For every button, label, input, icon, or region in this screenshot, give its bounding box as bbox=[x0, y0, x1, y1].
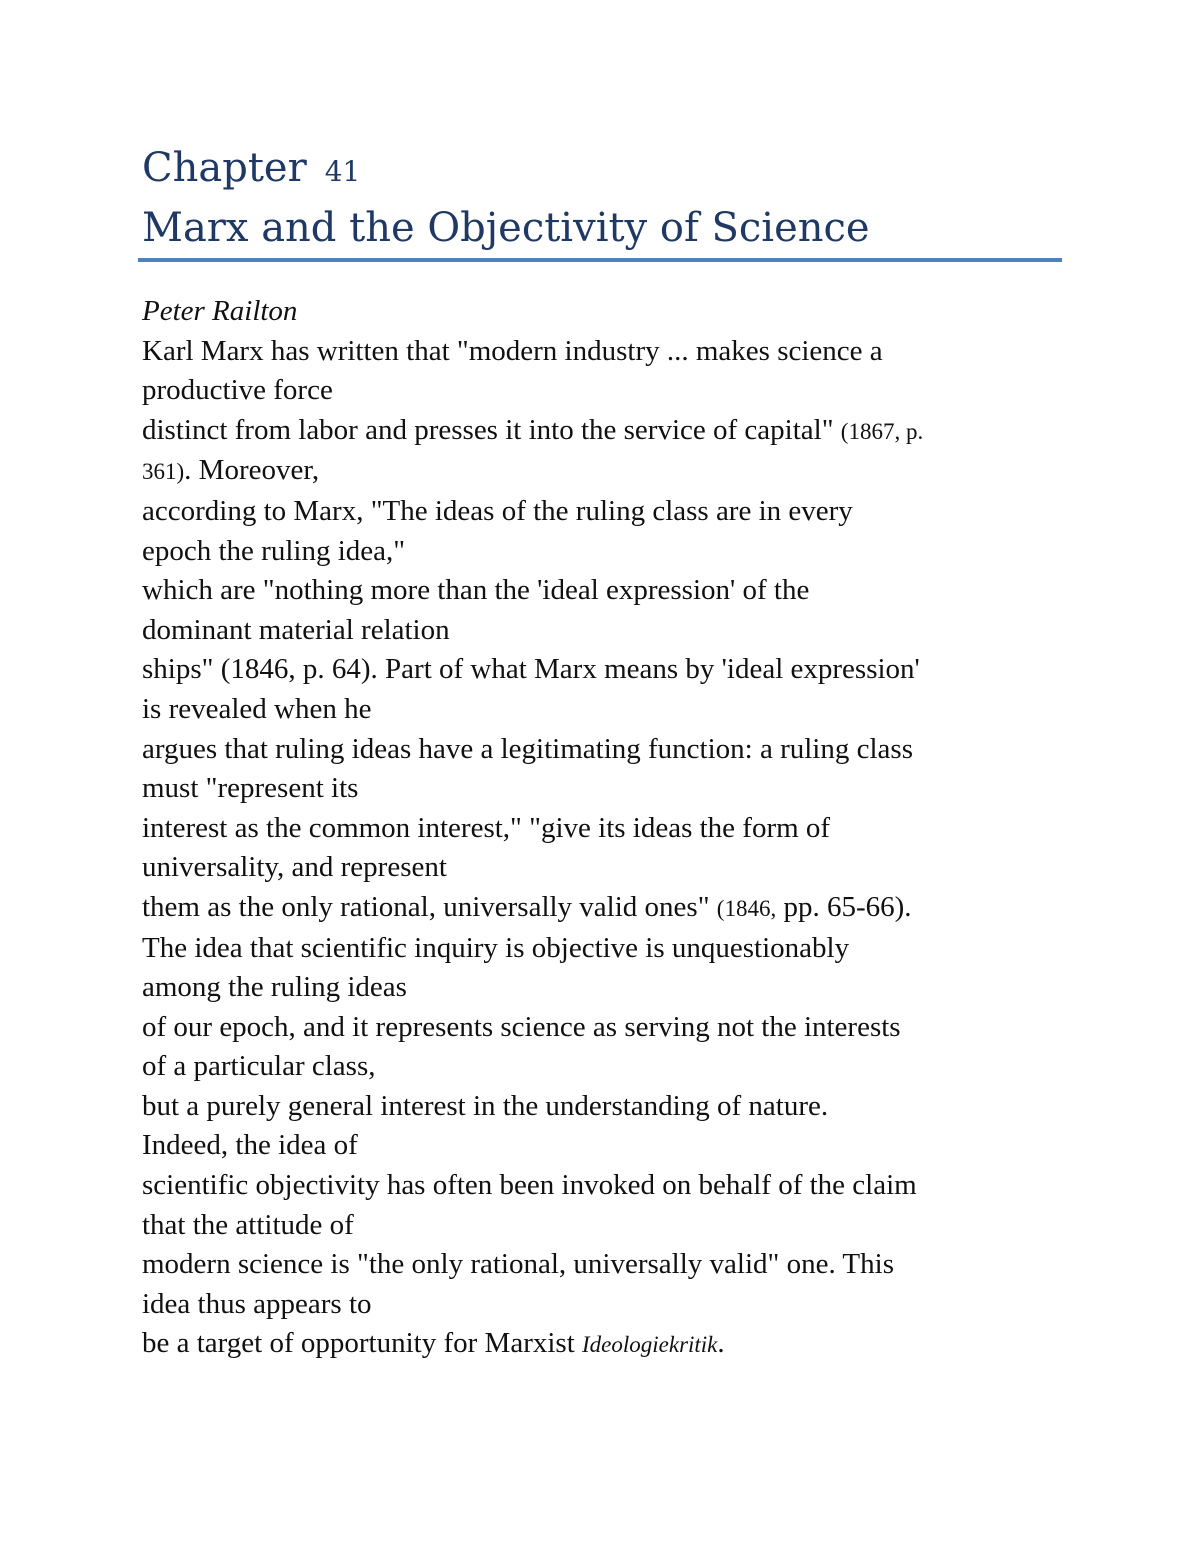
citation: (1867, p. bbox=[840, 418, 924, 444]
chapter-title: Marx and the Objectivity of Science bbox=[142, 205, 870, 251]
body-text: distinct from labor and presses it into the service of capital" bbox=[142, 413, 841, 446]
chapter-heading bbox=[142, 140, 1062, 256]
body-text: . bbox=[717, 1327, 725, 1360]
body-line bbox=[142, 1324, 1072, 1365]
body-line: productive force bbox=[142, 374, 333, 407]
citation: (1846, bbox=[716, 895, 777, 921]
body-line: interest as the common interest," "give its ideas the form of bbox=[142, 811, 831, 844]
body-line: among the ruling ideas bbox=[142, 971, 407, 1004]
body-line: must "represent its bbox=[142, 772, 359, 805]
italic-term: Ideologiekritik bbox=[582, 1332, 718, 1358]
chapter-word: Chapter bbox=[142, 145, 307, 191]
body-line bbox=[142, 888, 1072, 929]
body-line bbox=[142, 451, 1072, 492]
chapter-label bbox=[142, 140, 1062, 200]
body-line: according to Marx, "The ideas of the ruling class are in every bbox=[142, 494, 853, 527]
body-line: of our epoch, and it represents science as serving not the interests bbox=[142, 1010, 901, 1043]
body-line: of a particular class, bbox=[142, 1050, 376, 1083]
title-underline-rule bbox=[138, 258, 1062, 262]
body-line: modern science is "the only rational, universally valid" one. This bbox=[142, 1248, 894, 1281]
body-line: epoch the ruling idea," bbox=[142, 534, 406, 567]
body-text: be a target of opportunity for Marxist bbox=[142, 1327, 582, 1360]
body-line: is revealed when he bbox=[142, 692, 372, 725]
body-line: scientific objectivity has often been invoked on behalf of the claim bbox=[142, 1169, 917, 1202]
body-line: ships" (1846, p. 64). Part of what Marx means by 'ideal expression' bbox=[142, 653, 920, 686]
body-line: Indeed, the idea of bbox=[142, 1129, 358, 1162]
body-text: . Moreover, bbox=[184, 454, 320, 487]
chapter-number: 41 bbox=[324, 155, 361, 188]
body-line: but a purely general interest in the understanding of nature. bbox=[142, 1089, 829, 1122]
chapter-body bbox=[142, 292, 1072, 1365]
citation: 361) bbox=[142, 459, 185, 485]
body-line: which are "nothing more than the 'ideal expression' of the bbox=[142, 574, 810, 607]
body-line: Karl Marx has written that "modern industry ... makes science a bbox=[142, 334, 883, 367]
body-text: pp. 65-66). bbox=[776, 890, 912, 923]
body-line: argues that ruling ideas have a legitimating function: a ruling class bbox=[142, 732, 913, 765]
body-line: that the attitude of bbox=[142, 1208, 354, 1241]
body-line bbox=[142, 411, 1072, 452]
body-line: idea thus appears to bbox=[142, 1287, 372, 1320]
body-line: dominant material relation bbox=[142, 613, 450, 646]
body-text: them as the only rational, universally valid ones" bbox=[142, 890, 717, 923]
body-line: universality, and represent bbox=[142, 851, 447, 884]
body-line: The idea that scientific inquiry is objective is unquestionably bbox=[142, 931, 850, 964]
author-name: Peter Railton bbox=[142, 295, 298, 327]
